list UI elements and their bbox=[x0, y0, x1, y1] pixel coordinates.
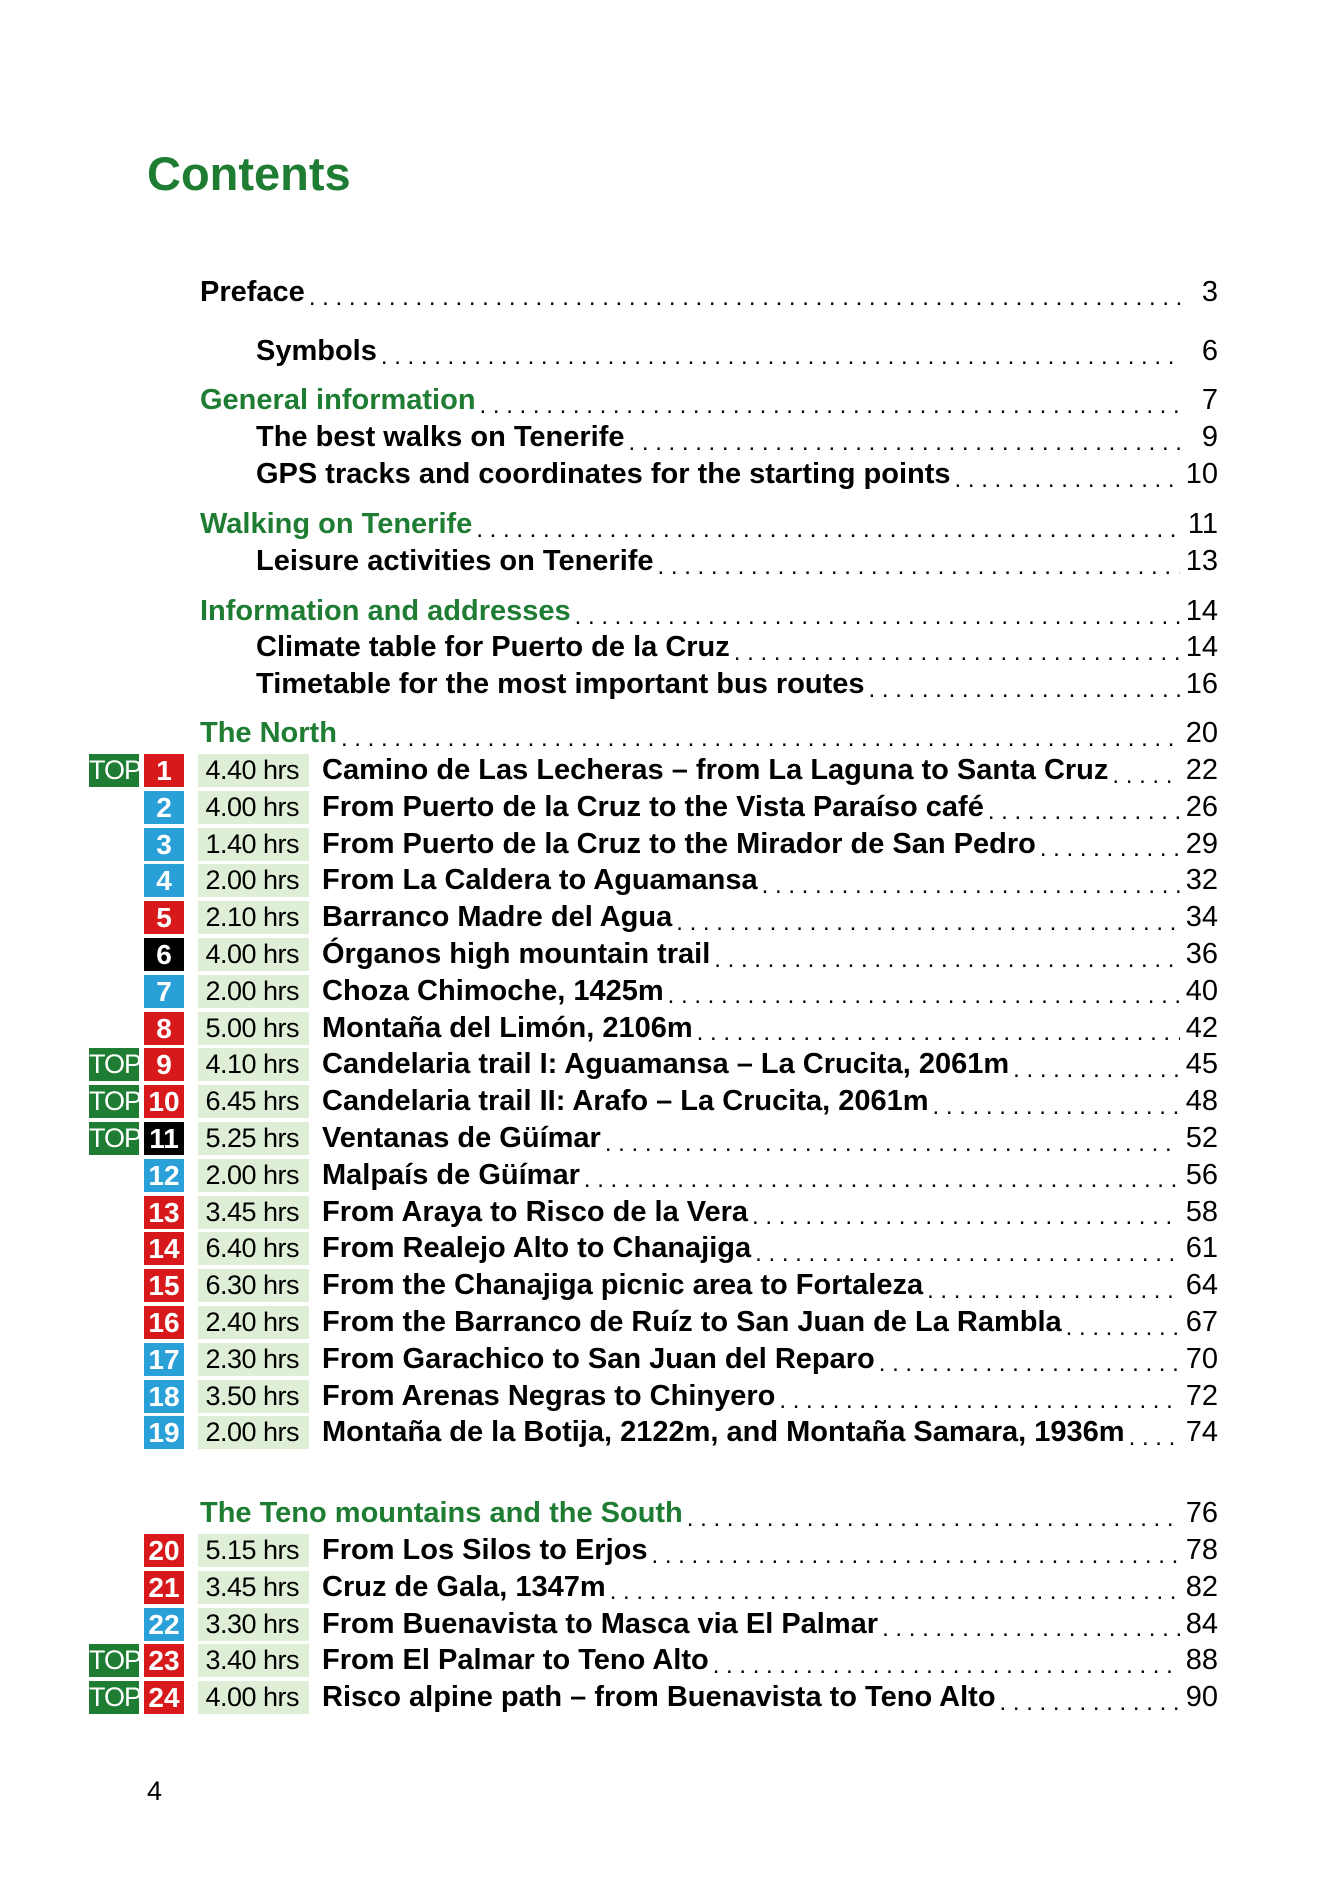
dot-leader bbox=[676, 911, 1180, 935]
entry-label: The best walks on Tenerife bbox=[256, 421, 625, 453]
walk-row bbox=[0, 1606, 1338, 1643]
entry-page-number: 56 bbox=[1185, 1158, 1218, 1191]
dot-leader bbox=[1000, 1691, 1180, 1715]
walk-row bbox=[0, 1341, 1338, 1378]
toc-entry[interactable] bbox=[322, 1341, 1218, 1378]
toc-entry[interactable] bbox=[322, 752, 1218, 789]
entry-page-number: 67 bbox=[1185, 1306, 1218, 1338]
entry-label: From Garachico to San Juan del Reparo bbox=[322, 1342, 875, 1375]
walk-row bbox=[0, 973, 1338, 1010]
toc-entry[interactable] bbox=[200, 382, 1218, 419]
entry-page-number: 34 bbox=[1185, 901, 1218, 934]
walk-number-badge: 8 bbox=[144, 1012, 184, 1045]
entry-page-number: 40 bbox=[1185, 974, 1218, 1007]
dot-leader bbox=[734, 641, 1180, 665]
entry-page-number: 48 bbox=[1185, 1085, 1218, 1118]
walk-row bbox=[0, 1304, 1338, 1341]
toc-entry[interactable] bbox=[322, 1083, 1218, 1120]
walk-number-badge: 18 bbox=[144, 1380, 184, 1413]
entry-label: GPS tracks and coordinates for the starting points bbox=[256, 458, 951, 490]
entry-label: Cruz de Gala, 1347m bbox=[322, 1570, 606, 1603]
walk-duration: 2.40 hrs bbox=[198, 1306, 309, 1339]
entry-label: Risco alpine path – from Buenavista to Teno Alto bbox=[322, 1681, 996, 1714]
walk-row bbox=[0, 936, 1338, 973]
toc-entry[interactable] bbox=[200, 1495, 1218, 1532]
entry-label: Leisure activities on Tenerife bbox=[256, 545, 654, 577]
walk-duration: 5.00 hrs bbox=[198, 1012, 309, 1045]
toc-entry[interactable] bbox=[322, 789, 1218, 826]
walk-duration: 5.15 hrs bbox=[198, 1534, 309, 1567]
entry-label: Symbols bbox=[256, 335, 377, 367]
entry-page-number: 13 bbox=[1185, 545, 1218, 577]
toc-row bbox=[0, 666, 1338, 703]
toc-row bbox=[0, 382, 1338, 419]
walk-number-badge: 4 bbox=[144, 864, 184, 897]
walk-number-badge: 10 bbox=[144, 1085, 184, 1118]
entry-label: From the Barranco de Ruíz to San Juan de La Rambla bbox=[322, 1306, 1062, 1338]
toc-entry[interactable] bbox=[322, 1606, 1218, 1643]
walk-duration: 2.10 hrs bbox=[198, 901, 309, 934]
toc-entry[interactable] bbox=[256, 333, 1218, 370]
entry-label: Montaña del Limón, 2106m bbox=[322, 1011, 693, 1044]
toc-entry[interactable] bbox=[322, 1230, 1218, 1267]
walk-row bbox=[0, 862, 1338, 899]
walk-row bbox=[0, 1157, 1338, 1194]
walk-duration: 3.45 hrs bbox=[198, 1571, 309, 1604]
toc-row bbox=[0, 629, 1338, 666]
walk-row bbox=[0, 1010, 1338, 1047]
dot-leader bbox=[668, 984, 1180, 1008]
entry-page-number: 90 bbox=[1185, 1681, 1218, 1714]
toc-entry[interactable] bbox=[322, 1010, 1218, 1047]
entry-page-number: 20 bbox=[1185, 717, 1218, 750]
entry-label: From Arenas Negras to Chinyero bbox=[322, 1379, 776, 1412]
entry-label: Órganos high mountain trail bbox=[322, 938, 711, 970]
entry-label: Candelaria trail I: Aguamansa – La Crucita, 2061m bbox=[322, 1048, 1010, 1081]
entry-page-number: 42 bbox=[1185, 1011, 1218, 1044]
toc-entry[interactable] bbox=[322, 1532, 1218, 1569]
walk-row bbox=[0, 1679, 1338, 1716]
entry-label: Climate table for Puerto de la Cruz bbox=[256, 631, 730, 663]
walk-number-badge: 17 bbox=[144, 1343, 184, 1376]
top-badge: TOP bbox=[89, 1645, 142, 1676]
walk-duration: 1.40 hrs bbox=[198, 828, 309, 861]
dot-leader bbox=[575, 605, 1180, 629]
dot-leader bbox=[755, 1242, 1180, 1266]
dot-leader bbox=[933, 1095, 1180, 1119]
entry-page-number: 16 bbox=[1185, 668, 1218, 700]
toc-entry[interactable] bbox=[322, 1569, 1218, 1606]
entry-page-number: 45 bbox=[1185, 1048, 1218, 1081]
walk-duration: 3.40 hrs bbox=[198, 1644, 309, 1677]
dot-leader bbox=[629, 431, 1180, 455]
toc-entry[interactable] bbox=[256, 543, 1218, 580]
page-number: 4 bbox=[147, 1776, 163, 1806]
walk-duration: 3.50 hrs bbox=[198, 1380, 309, 1413]
walk-number-badge: 7 bbox=[144, 975, 184, 1008]
dot-leader bbox=[882, 1617, 1180, 1641]
toc-entry[interactable] bbox=[322, 826, 1218, 863]
walk-number-badge: 15 bbox=[144, 1269, 184, 1302]
dot-leader bbox=[341, 727, 1180, 751]
walk-number-badge: 16 bbox=[144, 1306, 184, 1339]
toc-entry[interactable] bbox=[322, 1120, 1218, 1157]
entry-page-number: 72 bbox=[1185, 1379, 1218, 1412]
entry-label: Barranco Madre del Agua bbox=[322, 901, 673, 934]
dot-leader bbox=[927, 1279, 1180, 1303]
entry-page-number: 82 bbox=[1185, 1570, 1218, 1603]
walk-duration: 4.00 hrs bbox=[198, 791, 309, 824]
walk-duration: 4.00 hrs bbox=[198, 1681, 309, 1714]
entry-label: From Puerto de la Cruz to the Vista Paraíso café bbox=[322, 790, 984, 823]
dot-leader bbox=[762, 874, 1180, 898]
toc-entry[interactable] bbox=[322, 1679, 1218, 1716]
entry-label: Walking on Tenerife bbox=[200, 508, 473, 540]
toc-entry[interactable] bbox=[322, 1642, 1218, 1679]
toc-entry[interactable] bbox=[322, 1194, 1218, 1231]
walk-duration: 3.30 hrs bbox=[198, 1608, 309, 1641]
dot-leader bbox=[584, 1168, 1180, 1192]
top-badge: TOP bbox=[89, 1086, 142, 1117]
walk-duration: 6.45 hrs bbox=[198, 1085, 309, 1118]
walk-row bbox=[0, 826, 1338, 863]
section-heading-row bbox=[0, 715, 1338, 752]
entry-label: Timetable for the most important bus routes bbox=[256, 668, 865, 700]
walk-duration: 6.40 hrs bbox=[198, 1232, 309, 1265]
entry-label: Preface bbox=[200, 276, 305, 308]
toc-entry[interactable] bbox=[322, 973, 1218, 1010]
walk-number-badge: 24 bbox=[144, 1681, 184, 1714]
toc-entry[interactable] bbox=[322, 1414, 1218, 1451]
entry-label: From the Chanajiga picnic area to Fortaleza bbox=[322, 1269, 924, 1302]
walk-number-badge: 21 bbox=[144, 1571, 184, 1604]
entry-page-number: 78 bbox=[1185, 1534, 1218, 1566]
walk-number-badge: 22 bbox=[144, 1608, 184, 1641]
toc-entry[interactable] bbox=[322, 899, 1218, 936]
toc-entry[interactable] bbox=[322, 1304, 1218, 1341]
walk-duration: 2.00 hrs bbox=[198, 864, 309, 897]
dot-leader bbox=[988, 800, 1180, 824]
toc-entry[interactable] bbox=[322, 1267, 1218, 1304]
walk-duration: 5.25 hrs bbox=[198, 1122, 309, 1155]
top-badge: TOP bbox=[89, 1682, 142, 1713]
entry-page-number: 26 bbox=[1185, 790, 1218, 823]
dot-leader bbox=[879, 1352, 1180, 1376]
dot-leader bbox=[1040, 837, 1180, 861]
entry-label: The Teno mountains and the South bbox=[200, 1497, 683, 1530]
toc-entry[interactable] bbox=[256, 419, 1218, 456]
entry-page-number: 14 bbox=[1185, 631, 1218, 663]
walk-row bbox=[0, 1569, 1338, 1606]
walk-number-badge: 12 bbox=[144, 1159, 184, 1192]
dot-leader bbox=[713, 1654, 1180, 1678]
dot-leader bbox=[1013, 1058, 1180, 1082]
section-heading-row bbox=[0, 1495, 1338, 1532]
entry-page-number: 58 bbox=[1185, 1195, 1218, 1228]
toc-row bbox=[0, 593, 1338, 630]
dot-leader bbox=[752, 1205, 1180, 1229]
entry-page-number: 3 bbox=[1201, 276, 1218, 308]
toc-entry[interactable] bbox=[322, 1378, 1218, 1415]
walk-number-badge: 19 bbox=[144, 1416, 184, 1449]
toc-row bbox=[0, 333, 1338, 370]
walk-number-badge: 9 bbox=[144, 1048, 184, 1081]
walk-row bbox=[0, 1120, 1338, 1157]
entry-label: From La Caldera to Aguamansa bbox=[322, 864, 758, 897]
walk-row bbox=[0, 752, 1338, 789]
dot-leader bbox=[714, 948, 1180, 972]
entry-page-number: 10 bbox=[1185, 458, 1218, 490]
toc-entry[interactable] bbox=[200, 506, 1218, 543]
walk-number-badge: 2 bbox=[144, 791, 184, 824]
entry-label: From Los Silos to Erjos bbox=[322, 1534, 648, 1566]
entry-label: General information bbox=[200, 384, 476, 416]
entry-page-number: 52 bbox=[1185, 1122, 1218, 1154]
entry-label: Malpaís de Güímar bbox=[322, 1158, 580, 1191]
walk-row bbox=[0, 1267, 1338, 1304]
entry-label: From Realejo Alto to Chanajiga bbox=[322, 1232, 752, 1265]
toc-entry[interactable] bbox=[322, 936, 1218, 973]
walk-row bbox=[0, 1083, 1338, 1120]
entry-label: Ventanas de Güímar bbox=[322, 1122, 601, 1154]
dot-leader bbox=[658, 555, 1180, 579]
dot-leader bbox=[779, 1389, 1180, 1413]
entry-label: From Puerto de la Cruz to the Mirador de San Pedro bbox=[322, 827, 1036, 860]
walk-row bbox=[0, 1378, 1338, 1415]
toc-entry[interactable] bbox=[256, 629, 1218, 666]
toc-row bbox=[0, 543, 1338, 580]
entry-page-number: 7 bbox=[1201, 384, 1218, 416]
entry-label: Montaña de la Botija, 2122m, and Montaña Samara, 1936m bbox=[322, 1416, 1125, 1449]
walk-number-badge: 14 bbox=[144, 1232, 184, 1265]
walk-row bbox=[0, 1046, 1338, 1083]
toc-row bbox=[0, 274, 1338, 311]
walk-number-badge: 20 bbox=[144, 1534, 184, 1567]
page-title: Contents bbox=[147, 147, 351, 200]
dot-leader bbox=[955, 468, 1180, 492]
walk-row bbox=[0, 789, 1338, 826]
dot-leader bbox=[697, 1021, 1180, 1045]
walk-row bbox=[0, 1230, 1338, 1267]
entry-page-number: 9 bbox=[1201, 421, 1218, 453]
walk-row bbox=[0, 1414, 1338, 1451]
toc-row bbox=[0, 419, 1338, 456]
entry-label: From Araya to Risco de la Vera bbox=[322, 1195, 749, 1228]
top-badge: TOP bbox=[89, 755, 142, 785]
walk-duration: 6.30 hrs bbox=[198, 1269, 309, 1302]
walk-duration: 4.40 hrs bbox=[198, 754, 309, 787]
dot-leader bbox=[869, 678, 1180, 702]
dot-leader bbox=[309, 286, 1180, 310]
entry-label: From El Palmar to Teno Alto bbox=[322, 1644, 709, 1677]
walk-number-badge: 1 bbox=[144, 754, 184, 787]
top-badge: TOP bbox=[89, 1049, 142, 1080]
dot-leader bbox=[1112, 764, 1180, 788]
toc-entry[interactable] bbox=[200, 593, 1218, 630]
walk-duration: 2.30 hrs bbox=[198, 1343, 309, 1376]
entry-page-number: 88 bbox=[1185, 1644, 1218, 1677]
walk-duration: 4.00 hrs bbox=[198, 938, 309, 971]
entry-page-number: 76 bbox=[1185, 1497, 1218, 1530]
entry-label: Candelaria trail II: Arafo – La Crucita, 2061m bbox=[322, 1085, 929, 1118]
toc-entry[interactable] bbox=[256, 666, 1218, 703]
entry-page-number: 36 bbox=[1185, 938, 1218, 970]
walk-number-badge: 11 bbox=[144, 1122, 184, 1155]
toc-entry[interactable] bbox=[322, 862, 1218, 899]
entry-page-number: 14 bbox=[1185, 595, 1218, 627]
top-badge: TOP bbox=[89, 1123, 142, 1153]
dot-leader bbox=[610, 1580, 1180, 1604]
entry-page-number: 6 bbox=[1201, 335, 1218, 367]
entry-page-number: 64 bbox=[1185, 1269, 1218, 1302]
walk-number-badge: 3 bbox=[144, 828, 184, 861]
toc-row bbox=[0, 506, 1338, 543]
entry-label: The North bbox=[200, 717, 337, 750]
dot-leader bbox=[476, 518, 1180, 542]
dot-leader bbox=[652, 1544, 1181, 1568]
walk-duration: 2.00 hrs bbox=[198, 975, 309, 1008]
walk-number-badge: 23 bbox=[144, 1644, 184, 1677]
toc-entry[interactable] bbox=[200, 274, 1218, 311]
walk-duration: 3.45 hrs bbox=[198, 1196, 309, 1229]
entry-page-number: 11 bbox=[1187, 508, 1218, 540]
entry-page-number: 74 bbox=[1185, 1416, 1218, 1449]
entry-label: Information and addresses bbox=[200, 595, 571, 627]
dot-leader bbox=[687, 1507, 1180, 1531]
walk-row bbox=[0, 1194, 1338, 1231]
dot-leader bbox=[1129, 1426, 1180, 1450]
entry-label: Choza Chimoche, 1425m bbox=[322, 974, 664, 1007]
walk-number-badge: 5 bbox=[144, 901, 184, 934]
entry-label: Camino de Las Lecheras – from La Laguna to Santa Cruz bbox=[322, 754, 1109, 786]
entry-page-number: 32 bbox=[1185, 864, 1218, 897]
toc-row bbox=[0, 456, 1338, 493]
entry-page-number: 70 bbox=[1185, 1342, 1218, 1375]
walk-number-badge: 13 bbox=[144, 1196, 184, 1229]
dot-leader bbox=[480, 394, 1180, 418]
walk-duration: 2.00 hrs bbox=[198, 1159, 309, 1192]
walk-duration: 4.10 hrs bbox=[198, 1048, 309, 1081]
toc-entry[interactable] bbox=[322, 1157, 1218, 1194]
dot-leader bbox=[1066, 1316, 1180, 1340]
walk-number-badge: 6 bbox=[144, 938, 184, 971]
walk-row bbox=[0, 1642, 1338, 1679]
walk-row bbox=[0, 1532, 1338, 1569]
entry-page-number: 84 bbox=[1185, 1607, 1218, 1640]
walk-row bbox=[0, 899, 1338, 936]
toc-entry[interactable] bbox=[256, 456, 1218, 493]
toc-entry[interactable] bbox=[322, 1046, 1218, 1083]
entry-label: From Buenavista to Masca via El Palmar bbox=[322, 1607, 879, 1640]
entry-page-number: 29 bbox=[1185, 827, 1218, 860]
entry-page-number: 22 bbox=[1185, 754, 1218, 786]
entry-page-number: 61 bbox=[1185, 1232, 1218, 1265]
dot-leader bbox=[381, 345, 1180, 369]
walk-duration: 2.00 hrs bbox=[198, 1416, 309, 1449]
toc-entry[interactable] bbox=[200, 715, 1218, 752]
dot-leader bbox=[605, 1132, 1180, 1156]
